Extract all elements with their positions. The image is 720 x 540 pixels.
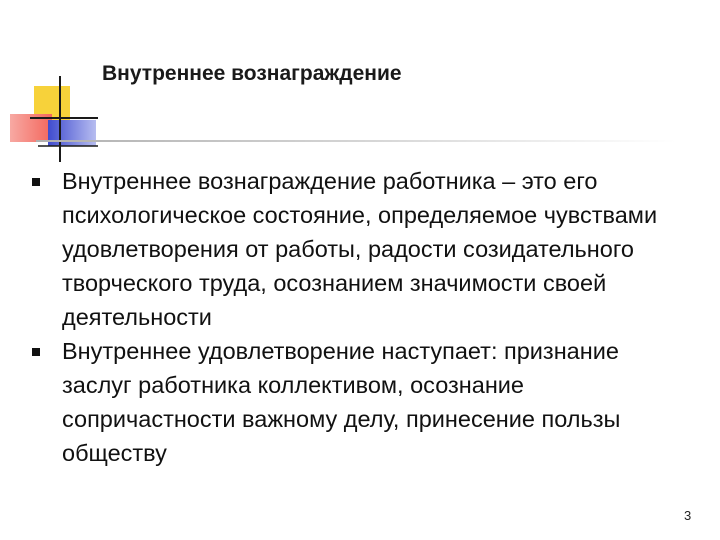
square-bullet-icon	[32, 348, 40, 356]
square-bullet-icon	[32, 178, 40, 186]
bullet-text: Внутреннее удовлетворение наступает: признание заслуг работника коллективом, осознание сопричастности важному делу, принесение пользы обществу	[62, 338, 621, 466]
page-number: 3	[684, 508, 692, 523]
blue-square	[48, 120, 96, 146]
slide-title: Внутреннее вознаграждение	[102, 62, 402, 85]
bullet-item	[30, 334, 690, 470]
bullet-list	[30, 164, 690, 470]
bullet-item	[30, 164, 690, 334]
bullet-text: Внутреннее вознаграждение работника – это его психологическое состояние, определяемое чувствами удовлетворения от работы, радости созидательного творческого труда, осознанием значимости своей деятельности	[62, 168, 658, 330]
title-divider	[36, 140, 676, 142]
